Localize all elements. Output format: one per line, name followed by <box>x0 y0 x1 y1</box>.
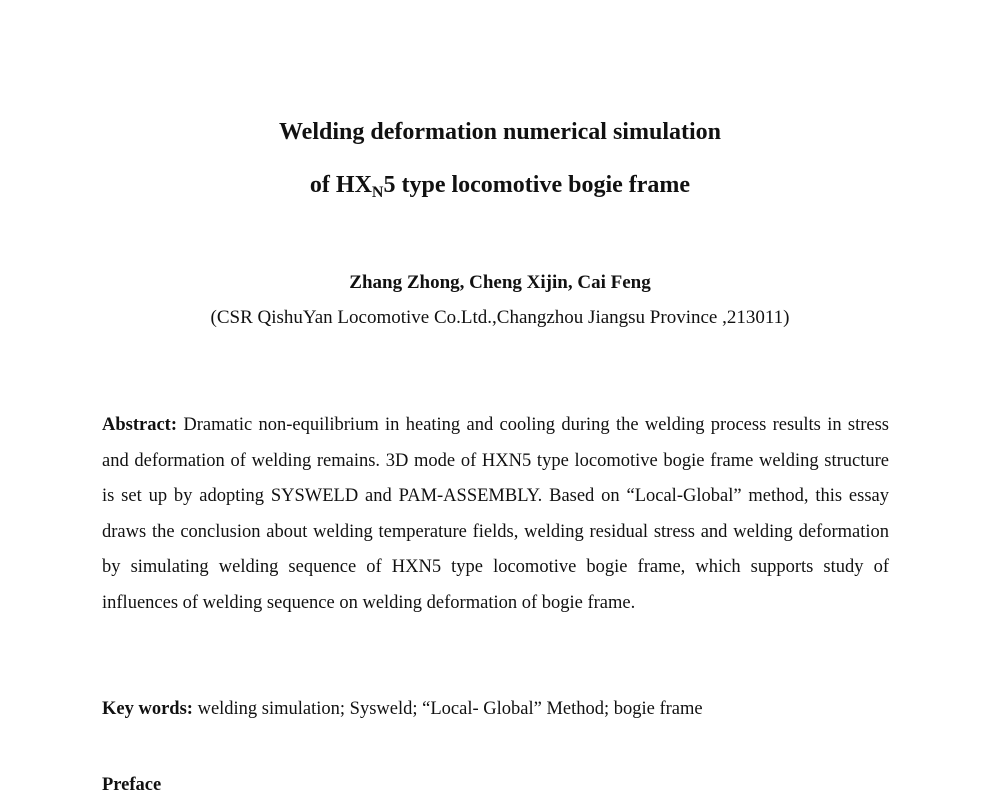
title-line-2-suffix: 5 type locomotive bogie frame <box>383 172 691 198</box>
preface-heading: Preface <box>102 775 162 795</box>
title-line-1: Welding deformation numerical simulation <box>278 119 721 145</box>
title-subscript: N <box>371 184 384 201</box>
authors: Zhang Zhong, Cheng Xijin, Cai Feng <box>349 272 651 293</box>
affiliation: (CSR QishuYan Locomotive Co.Ltd.,Changzhou Jiangsu Province ,213011) <box>210 307 790 328</box>
keywords-text: welding simulation; Sysweld; “Local- Global” Method; bogie frame <box>197 699 703 719</box>
abstract <box>102 408 889 621</box>
abstract-label: Abstract: <box>102 415 178 435</box>
keywords-label: Key words: <box>102 699 193 719</box>
title-line-2-prefix: of HX <box>309 172 372 198</box>
title-line-2 <box>0 170 1000 208</box>
keywords <box>102 696 902 722</box>
abstract-text: Dramatic non-equilibrium in heating and cooling during the welding process results in stress and deformation of welding remains. 3D mode of HXN5 type locomotive bogie frame welding structure is set up by adopting SYSWELD and PAM-ASSEMBLY. Based on “Local-Global” method, this essay draws the conclusion about welding temperature fields, welding residual stress and welding deformation by simulating welding sequence of HXN5 type locomotive bogie frame, which supports study of influences of welding sequence on welding deformation of bogie frame. <box>102 415 890 613</box>
